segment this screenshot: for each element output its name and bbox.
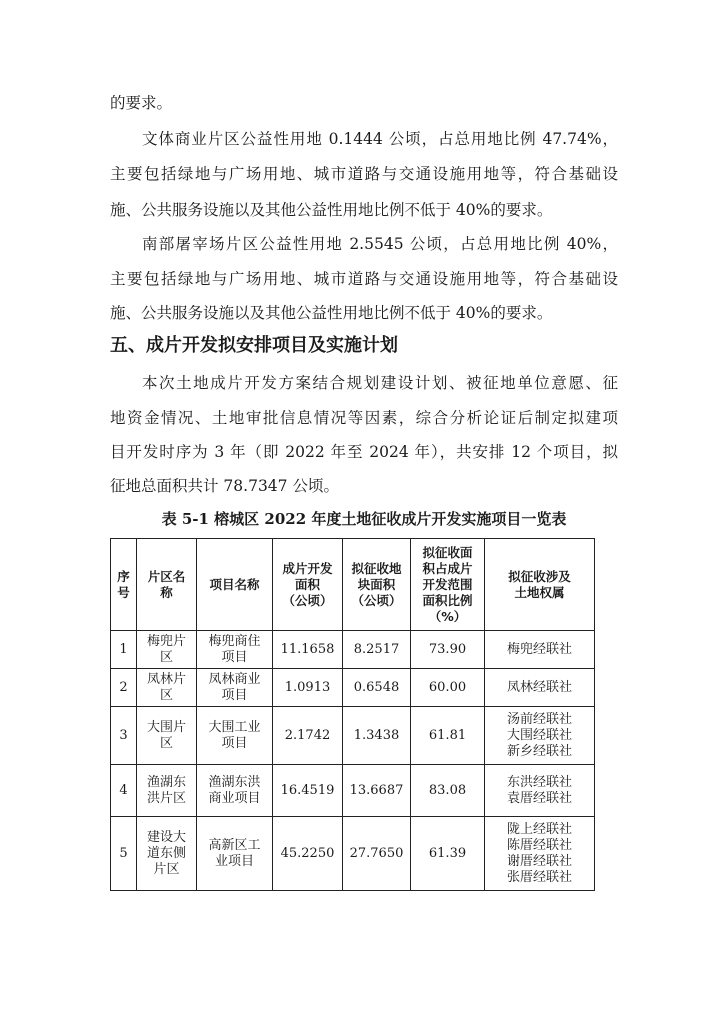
- cell-project: 大围工业 项目: [197, 707, 273, 765]
- header-ratio: 拟征收面 积占成片 开发范围 面积比例 （%）: [411, 539, 485, 631]
- text-line: 地资金情况、土地审批信息情况等因素，综合分析论证后制定拟建项: [110, 409, 618, 427]
- cell-plot-area: 13.6687: [343, 765, 411, 817]
- cell-no: 4: [111, 765, 137, 817]
- cell-ratio: 60.00: [411, 669, 485, 707]
- cell-ratio: 73.90: [411, 631, 485, 669]
- header-owner: 拟征收涉及 土地权属: [485, 539, 595, 631]
- cell-ratio: 83.08: [411, 765, 485, 817]
- text-line: 主要包括绿地与广场用地、城市道路与交通设施用地等，符合基础设: [110, 165, 618, 183]
- header-no: 序 号: [111, 539, 137, 631]
- table-row: [111, 669, 595, 707]
- table-header-row: [111, 539, 595, 631]
- cell-project: 高新区工 业项目: [197, 817, 273, 891]
- cell-project: 凤林商业 项目: [197, 669, 273, 707]
- cell-owner: 东洪经联社 袁厝经联社: [485, 765, 595, 817]
- cell-dev-area: 1.0913: [273, 669, 343, 707]
- cell-dev-area: 45.2250: [273, 817, 343, 891]
- cell-no: 2: [111, 669, 137, 707]
- cell-plot-area: 0.6548: [343, 669, 411, 707]
- text-line: 目开发时序为 3 年（即 2022 年至 2024 年），共安排 12 个项目，拟: [110, 443, 618, 461]
- table-row: [111, 817, 595, 891]
- project-table: [110, 538, 595, 891]
- table-row: [111, 631, 595, 669]
- cell-dev-area: 2.1742: [273, 707, 343, 765]
- cell-owner: 梅兜经联社: [485, 631, 595, 669]
- cell-plot-area: 1.3438: [343, 707, 411, 765]
- cell-zone: 渔湖东 洪片区: [137, 765, 197, 817]
- cell-no: 5: [111, 817, 137, 891]
- cell-owner: 陇上经联社 陈厝经联社 谢厝经联社 张厝经联社: [485, 817, 595, 891]
- cell-ratio: 61.81: [411, 707, 485, 765]
- cell-no: 3: [111, 707, 137, 765]
- cell-project: 梅兜商住 项目: [197, 631, 273, 669]
- cell-dev-area: 11.1658: [273, 631, 343, 669]
- table-row: [111, 707, 595, 765]
- cell-owner: 凤林经联社: [485, 669, 595, 707]
- cell-zone: 大围片 区: [137, 707, 197, 765]
- cell-ratio: 61.39: [411, 817, 485, 891]
- cell-no: 1: [111, 631, 137, 669]
- section-heading: 五、成片开发拟安排项目及实施计划: [110, 335, 398, 356]
- cell-plot-area: 27.7650: [343, 817, 411, 891]
- header-project: 项目名称: [197, 539, 273, 631]
- text-line: 的要求。: [110, 94, 173, 112]
- text-line: 本次土地成片开发方案结合规划建设计划、被征地单位意愿、征: [142, 374, 618, 392]
- text-line: 施、公共服务设施以及其他公益性用地比例不低于 40%的要求。: [110, 304, 553, 322]
- table-caption: 表 5-1 榕城区 2022 年度土地征收成片开发实施项目一览表: [161, 510, 567, 528]
- table-row: [111, 765, 595, 817]
- cell-zone: 梅兜片 区: [137, 631, 197, 669]
- header-plot-area: 拟征收地 块面积 （公顷）: [343, 539, 411, 631]
- text-line: 施、公共服务设施以及其他公益性用地比例不低于 40%的要求。: [110, 201, 553, 219]
- cell-zone: 建设大 道东侧 片区: [137, 817, 197, 891]
- text-line: 文体商业片区公益性用地 0.1444 公顷，占总用地比例 47.74%，: [142, 130, 618, 148]
- header-zone: 片区名 称: [137, 539, 197, 631]
- cell-project: 渔湖东洪 商业项目: [197, 765, 273, 817]
- header-dev-area: 成片开发 面积 （公顷）: [273, 539, 343, 631]
- text-line: 南部屠宰场片区公益性用地 2.5545 公顷，占总用地比例 40%，: [142, 235, 618, 253]
- text-line: 征地总面积共计 78.7347 公顷。: [110, 477, 339, 495]
- cell-plot-area: 8.2517: [343, 631, 411, 669]
- cell-owner: 汤前经联社 大围经联社 新乡经联社: [485, 707, 595, 765]
- cell-zone: 凤林片 区: [137, 669, 197, 707]
- cell-dev-area: 16.4519: [273, 765, 343, 817]
- text-line: 主要包括绿地与广场用地、城市道路与交通设施用地等，符合基础设: [110, 270, 618, 288]
